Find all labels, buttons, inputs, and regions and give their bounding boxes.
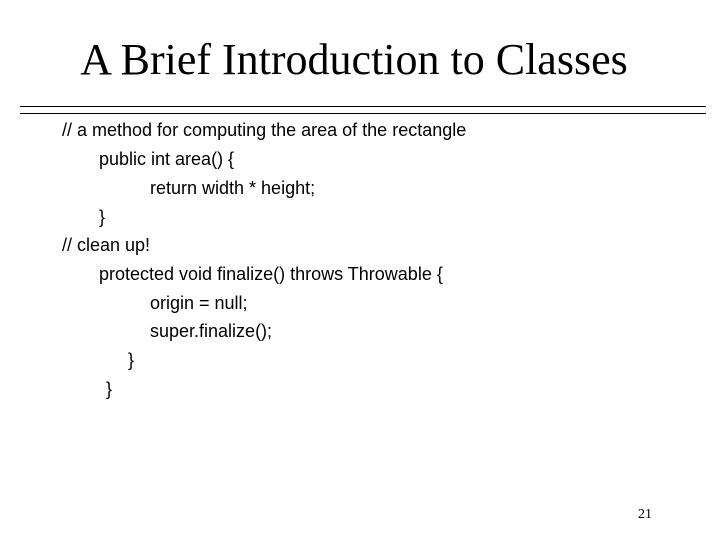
code-line: protected void finalize() throws Throwable { <box>99 264 443 284</box>
code-line: public int area() { <box>99 149 235 169</box>
slide-number: 21 <box>638 507 652 522</box>
code-line: super.finalize(); <box>150 321 273 341</box>
code-line: } <box>128 350 135 370</box>
code-line: } <box>106 379 113 399</box>
code-line: // a method for computing the area of the rectangle <box>62 120 467 140</box>
slide-title: A Brief Introduction to Classes <box>80 35 628 84</box>
code-line: origin = null; <box>150 293 248 313</box>
title-divider-bottom <box>20 113 706 114</box>
title-divider-top <box>20 106 706 107</box>
code-line: // clean up! <box>62 235 151 255</box>
code-line: return width * height; <box>150 178 316 198</box>
code-line: } <box>99 207 106 227</box>
